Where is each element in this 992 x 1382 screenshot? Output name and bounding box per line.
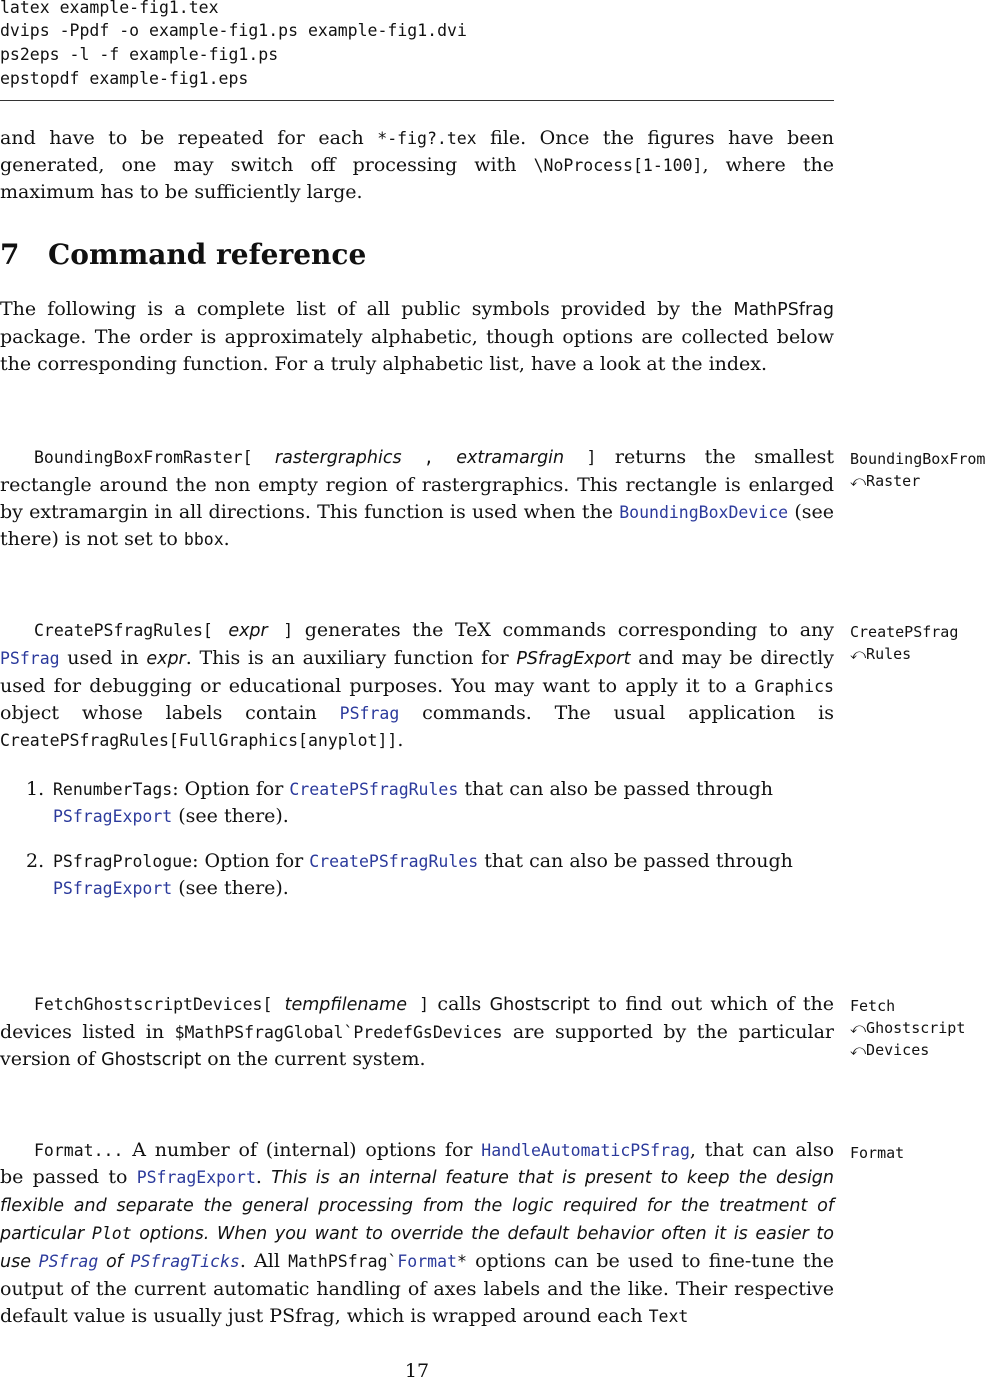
function-name: CreatePSfragRules: [34, 621, 203, 640]
section-number: 7: [0, 238, 20, 271]
intro-paragraph: [0, 125, 834, 206]
text: file. Once the figures have been generated, one may switch off processing with: [0, 127, 834, 176]
bracket: [: [202, 621, 229, 640]
link-psfrag[interactable]: PSfrag: [339, 704, 400, 723]
text: that can also be passed through: [478, 850, 793, 872]
option-list-item: [26, 776, 834, 830]
text: : Option for: [192, 850, 310, 872]
code-inline: *: [456, 1252, 467, 1271]
text: commands. The usual application is: [399, 702, 834, 724]
text: object whose labels contain: [0, 702, 340, 724]
link-psfragticks[interactable]: PSfragTicks: [130, 1252, 240, 1271]
text: .: [255, 1166, 272, 1188]
argument: expr: [146, 649, 186, 669]
text: are supported by the particular version of: [0, 1021, 834, 1070]
text: (see there) is not set to: [0, 501, 834, 550]
margin-note-format: Format: [850, 1144, 905, 1162]
text: options can be used to fine-tune the output of the current automatic handling of axes labels and the like. Their respective default value is usually just PSfrag, which is wrapped around each: [0, 1250, 834, 1327]
text: generates the: [293, 619, 455, 641]
link-psfragexport[interactable]: PSfragExport: [516, 649, 631, 669]
entry-format: [0, 1137, 834, 1330]
text: , where the maximum has to be sufficiently large.: [0, 154, 834, 203]
bracket: [: [242, 448, 275, 467]
code-inline: CreatePSfragRules[FullGraphics[anyplot]]: [0, 731, 398, 750]
link-psfragexport[interactable]: PSfragExport: [53, 807, 173, 826]
code-inline: *-fig?.tex: [377, 129, 477, 148]
text: package. The order is approximately alphabetic, though options are collected below the corresponding function. For a truly alphabetic list, have a look at the index.: [0, 326, 834, 375]
code-line: latex example-fig1.tex: [0, 0, 219, 17]
text: .: [397, 729, 404, 751]
text: on the current system.: [201, 1048, 426, 1070]
separator: ,: [401, 448, 457, 467]
margin-note-boundingbox: BoundingBoxFrom ⤺Raster: [850, 450, 986, 490]
code-block-rule: [0, 100, 834, 101]
link-psfrag[interactable]: PSfrag: [38, 1252, 99, 1271]
option-list-item: [26, 848, 834, 902]
text: (see there).: [172, 877, 289, 899]
text: : Option for: [172, 778, 290, 800]
text: to find out which of the devices listed in: [0, 993, 835, 1043]
italic-text: options. When you want to override the default behavior often it is easier to use: [0, 1224, 834, 1272]
code-line: dvips -Ppdf -o example-fig1.ps example-fig1.dvi: [0, 21, 467, 40]
text: returns the smallest rectangle around the non empty region of rastergraphics. This rectangle is enlarged by extramargin in all directions. This function is used when the: [0, 446, 835, 523]
argument: extramargin: [456, 448, 565, 468]
code-line: epstopdf example-fig1.eps: [0, 69, 249, 88]
code-inline: MathPSfrag`: [288, 1252, 398, 1271]
link-psfragexport[interactable]: PSfragExport: [53, 879, 173, 898]
link-handleautomaticpsfrag[interactable]: HandleAutomaticPSfrag: [481, 1141, 690, 1160]
text: . All: [239, 1250, 289, 1272]
code-inline: bbox: [183, 530, 224, 549]
link-createpsfragrules[interactable]: CreatePSfragRules: [289, 780, 459, 799]
option-name: RenumberTags: [53, 780, 173, 799]
link-boundingboxdevice[interactable]: BoundingBoxDevice: [619, 503, 789, 522]
entry-boundingboxfromraster: [0, 444, 834, 553]
margin-note-fetchghostscriptdevices: Fetch ⤺Ghostscript ⤺Devices: [850, 997, 966, 1059]
list-number: 1.: [26, 778, 45, 800]
argument: rastergraphics: [274, 448, 402, 468]
entry-fetchghostscriptdevices: [0, 991, 834, 1074]
link-format[interactable]: Format: [397, 1252, 457, 1271]
program-name: Ghostscript: [489, 995, 590, 1015]
section-heading: [0, 238, 366, 271]
page-number: 17: [404, 1360, 430, 1382]
option-name: PSfragPrologue: [53, 852, 193, 871]
link-createpsfragrules[interactable]: CreatePSfragRules: [309, 852, 479, 871]
package-name: MathPSfrag: [733, 300, 834, 320]
link-psfragexport[interactable]: PSfragExport: [136, 1168, 256, 1187]
bracket: ]: [267, 621, 294, 640]
text: calls: [429, 993, 490, 1015]
code-line: ps2eps -l -f example-fig1.ps: [0, 45, 279, 64]
section-intro-paragraph: [0, 296, 834, 378]
text: . This is an auxiliary function for: [185, 647, 517, 669]
text: and may be directly used for debugging or educational purposes. You may want to apply it to a: [0, 647, 835, 697]
entry-createpsfragrules: [0, 617, 834, 754]
code-inline: Text: [648, 1307, 689, 1326]
list-number: 2.: [26, 850, 45, 872]
bracket: [: [262, 995, 285, 1014]
text: and have to be repeated for each: [0, 127, 378, 149]
function-name: Format...: [34, 1141, 124, 1160]
code-inline: \NoProcess[1-100]: [533, 156, 703, 175]
margin-note-createpsfragrules: CreatePSfrag ⤺Rules: [850, 623, 959, 663]
text: The following is a complete list of all public symbols provided by the: [0, 298, 734, 320]
code-inline: Graphics: [754, 677, 834, 696]
link-psfrag[interactable]: PSfrag: [0, 649, 60, 668]
text: , that can also be passed to: [0, 1139, 835, 1188]
function-name: FetchGhostscriptDevices: [34, 995, 263, 1014]
argument: expr: [228, 621, 268, 641]
section-title: Command reference: [48, 238, 367, 271]
bracket: ]: [564, 448, 597, 467]
argument: tempfilename: [284, 995, 407, 1015]
text: .: [223, 528, 230, 550]
code-inline: $MathPSfragGlobal`PredefGsDevices: [174, 1023, 503, 1042]
code-inline: Plot: [91, 1224, 132, 1243]
italic-text: of: [98, 1252, 131, 1272]
function-name: BoundingBoxFromRaster: [34, 448, 243, 467]
text: that can also be passed through: [458, 778, 774, 800]
tex-logo: TeX: [454, 619, 491, 641]
italic-text: This is an internal feature that is present to keep the design flexible and separate the general processing from the logic required for the treatment of particular: [0, 1168, 835, 1244]
program-name: Ghostscript: [101, 1050, 202, 1070]
text: commands corresponding to any: [490, 619, 834, 641]
bracket: ]: [406, 995, 430, 1014]
text: used in: [59, 647, 147, 669]
text: (see there).: [172, 805, 289, 827]
text: A number of (internal) options for: [123, 1139, 482, 1161]
